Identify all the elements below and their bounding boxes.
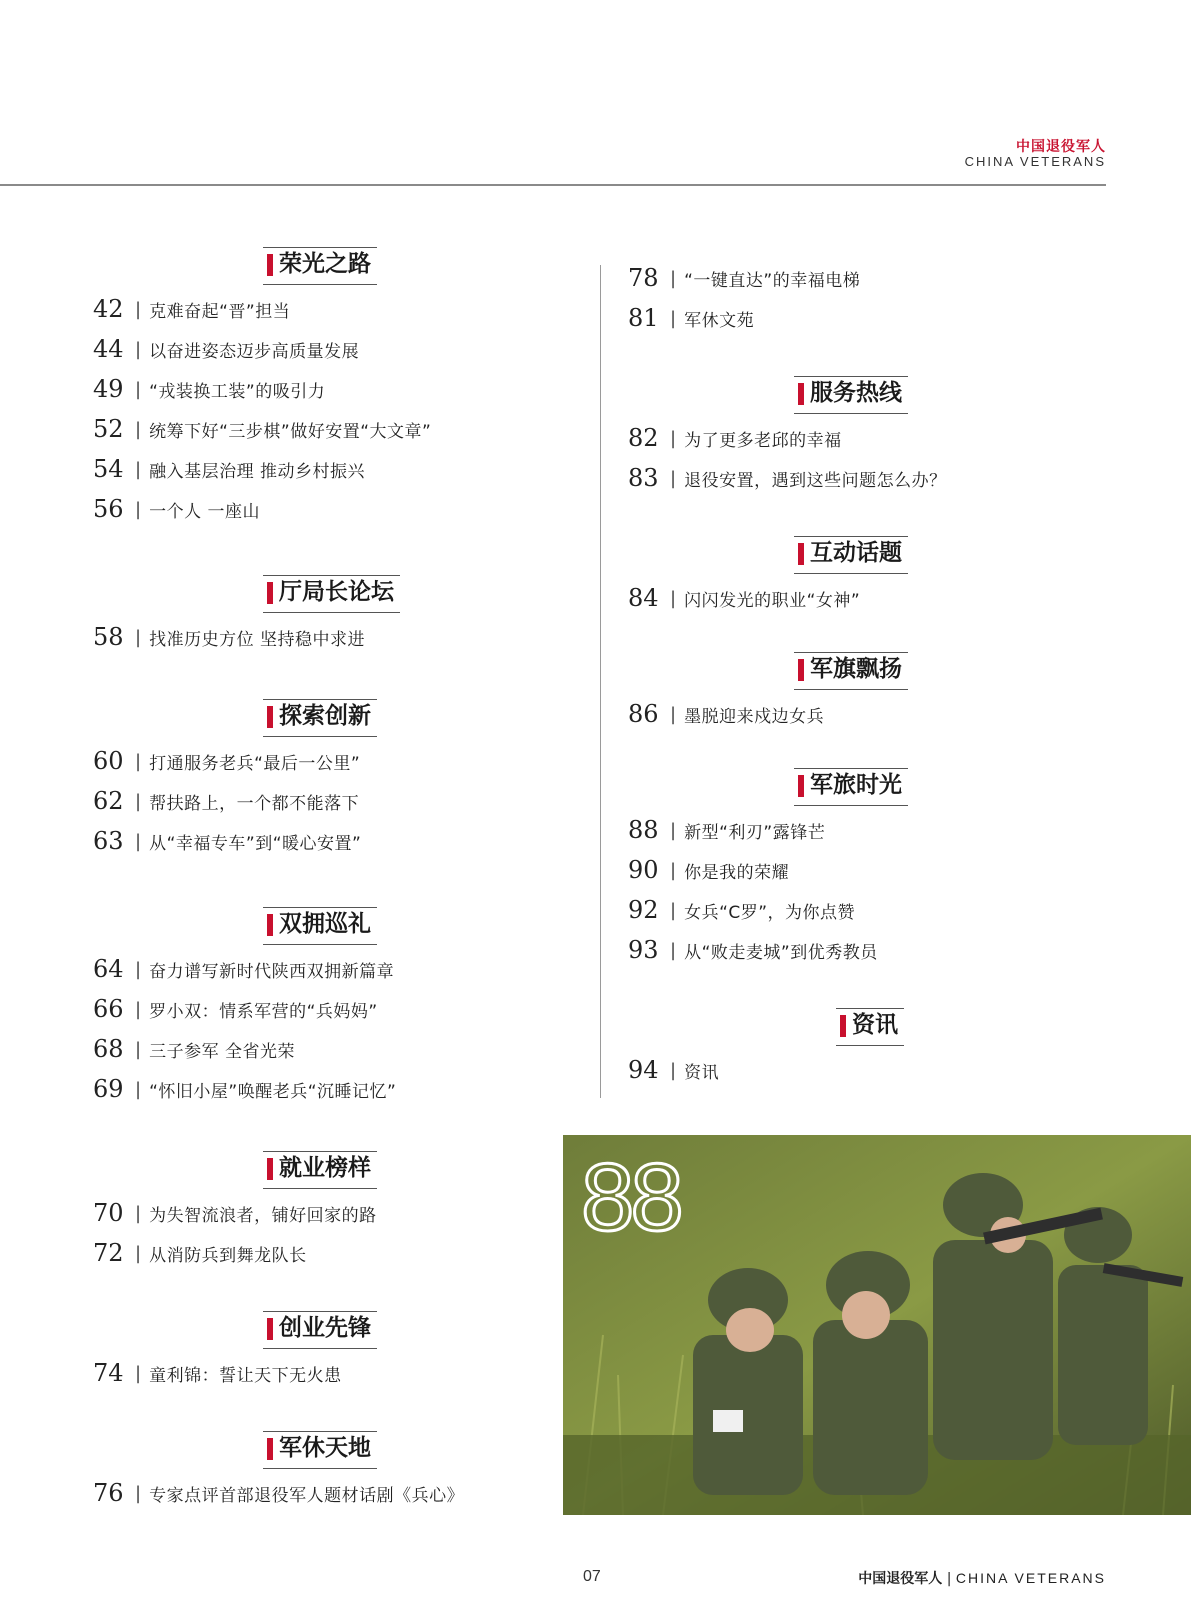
page-number: 84 <box>628 584 659 612</box>
footer-brand-cn: 中国退役军人 <box>858 1571 943 1587</box>
page-number: 70 <box>93 1199 124 1227</box>
page-number: 44 <box>93 335 124 363</box>
toc-entry[interactable] <box>628 1050 1068 1090</box>
toc-entry[interactable] <box>93 989 533 1029</box>
separator: | <box>135 1038 142 1060</box>
toc-left-column <box>93 245 533 1513</box>
toc-section <box>93 1149 533 1273</box>
page-number: 86 <box>628 700 659 728</box>
page-number: 49 <box>93 375 124 403</box>
article-title: 克难奋起“晋”担当 <box>149 301 291 322</box>
toc-section <box>93 1429 533 1513</box>
separator: | <box>135 298 142 320</box>
separator: | <box>135 790 142 812</box>
page-number: 74 <box>93 1359 124 1387</box>
article-title: 资讯 <box>684 1062 720 1083</box>
separator: | <box>135 1202 142 1224</box>
toc-entry[interactable] <box>93 489 533 529</box>
section-title: 服务热线 <box>794 376 908 414</box>
toc-entry[interactable] <box>93 409 533 449</box>
toc-entry[interactable] <box>93 1473 533 1513</box>
toc-entry[interactable] <box>93 289 533 329</box>
page-number: 62 <box>93 787 124 815</box>
separator: | <box>670 703 677 725</box>
page-number: 78 <box>628 264 659 292</box>
magazine-title-cn: 中国退役军人 <box>1016 139 1106 155</box>
photo-page-label: 88 <box>581 1144 680 1251</box>
section-title: 就业榜样 <box>263 1151 377 1189</box>
article-title: 退役安置，遇到这些问题怎么办？ <box>684 470 947 491</box>
article-title: 以奋进姿态迈步高质量发展 <box>149 341 360 362</box>
footer-brand <box>858 1568 1106 1588</box>
article-title: 三子参军 全省光荣 <box>149 1041 295 1062</box>
feature-photo[interactable] <box>563 1135 1191 1515</box>
toc-entry[interactable] <box>93 1193 533 1233</box>
page-number: 54 <box>93 455 124 483</box>
toc-entry[interactable] <box>628 850 1068 890</box>
section-title: 探索创新 <box>263 699 377 737</box>
page-number: 68 <box>93 1035 124 1063</box>
page-number: 90 <box>628 856 659 884</box>
page-number: 63 <box>93 827 124 855</box>
column-divider <box>600 265 601 1098</box>
article-title: 融入基层治理 推动乡村振兴 <box>149 461 365 482</box>
article-title: 你是我的荣耀 <box>684 862 790 883</box>
separator: | <box>670 899 677 921</box>
toc-entry[interactable] <box>628 890 1068 930</box>
page-number: 60 <box>93 747 124 775</box>
article-title: 打通服务老兵“最后一公里” <box>149 753 361 774</box>
separator: | <box>135 1482 142 1504</box>
article-title: 童利锦：誓让天下无火患 <box>149 1365 342 1386</box>
toc-entry[interactable] <box>628 930 1068 970</box>
toc-section <box>93 1309 533 1393</box>
toc-section <box>628 1006 1068 1090</box>
separator: | <box>670 859 677 881</box>
toc-entry[interactable] <box>93 1069 533 1109</box>
section-title: 厅局长论坛 <box>263 575 400 613</box>
article-title: “戎装换工装”的吸引力 <box>149 381 326 402</box>
toc-entry[interactable] <box>93 1233 533 1273</box>
page-number: 58 <box>93 623 124 651</box>
separator: | <box>670 819 677 841</box>
separator: | <box>135 1242 142 1264</box>
page-number-footer: 07 <box>583 1568 601 1585</box>
toc-entry[interactable] <box>628 578 1068 618</box>
page-number: 64 <box>93 955 124 983</box>
toc-section <box>628 534 1068 618</box>
header-divider <box>0 184 1106 186</box>
separator: | <box>135 338 142 360</box>
toc-entry[interactable] <box>93 1029 533 1069</box>
article-title: 闪闪发光的职业“女神” <box>684 590 861 611</box>
toc-entry[interactable] <box>93 949 533 989</box>
separator: | <box>135 750 142 772</box>
page-number: 82 <box>628 424 659 452</box>
magazine-title-en: CHINA VETERANS <box>964 154 1106 169</box>
toc-entry[interactable] <box>93 617 533 657</box>
page-number: 94 <box>628 1056 659 1084</box>
toc-entry[interactable] <box>93 369 533 409</box>
separator: | <box>135 1362 142 1384</box>
section-title: 资讯 <box>836 1008 904 1046</box>
article-title: 罗小双：情系军营的“兵妈妈” <box>149 1001 378 1022</box>
toc-entry[interactable] <box>628 694 1068 734</box>
toc-right-column <box>628 258 1068 1090</box>
footer-brand-en: CHINA VETERANS <box>955 1570 1106 1586</box>
section-title: 双拥巡礼 <box>263 907 377 945</box>
toc-entry[interactable] <box>93 781 533 821</box>
toc-entry[interactable] <box>628 418 1068 458</box>
toc-section <box>93 245 533 529</box>
separator: | <box>135 418 142 440</box>
toc-section <box>93 905 533 1109</box>
toc-entry[interactable] <box>93 741 533 781</box>
page-number: 69 <box>93 1075 124 1103</box>
toc-entry[interactable] <box>628 810 1068 850</box>
article-title: “怀旧小屋”唤醒老兵“沉睡记忆” <box>149 1081 397 1102</box>
article-title: 统筹下好“三步棋”做好安置“大文章” <box>149 421 432 442</box>
separator: | <box>135 998 142 1020</box>
article-title: 墨脱迎来戍边女兵 <box>684 706 825 727</box>
separator: | <box>670 267 677 289</box>
toc-entry[interactable] <box>93 821 533 861</box>
toc-section <box>628 374 1068 498</box>
separator: | <box>135 498 142 520</box>
toc-entry[interactable] <box>93 449 533 489</box>
toc-entry[interactable] <box>93 1353 533 1393</box>
separator: | <box>670 307 677 329</box>
toc-entry[interactable] <box>628 258 1068 298</box>
page-number: 66 <box>93 995 124 1023</box>
page-number: 83 <box>628 464 659 492</box>
section-title: 互动话题 <box>794 536 908 574</box>
page-number: 56 <box>93 495 124 523</box>
separator: | <box>135 458 142 480</box>
article-title: 专家点评首部退役军人题材话剧《兵心》 <box>149 1485 465 1506</box>
article-title: 奋力谱写新时代陕西双拥新篇章 <box>149 961 395 982</box>
separator: | <box>670 939 677 961</box>
section-title: 军旗飘扬 <box>794 652 908 690</box>
page-number: 42 <box>93 295 124 323</box>
section-title: 军旅时光 <box>794 768 908 806</box>
separator: | <box>670 427 677 449</box>
page-number: 88 <box>628 816 659 844</box>
toc-section <box>628 766 1068 970</box>
separator: | <box>670 467 677 489</box>
toc-section <box>93 697 533 861</box>
article-title: 新型“利刃”露锋芒 <box>684 822 826 843</box>
article-title: 找准历史方位 坚持稳中求进 <box>149 629 365 650</box>
toc-entry[interactable] <box>93 329 533 369</box>
article-title: 从消防兵到舞龙队长 <box>149 1245 307 1266</box>
separator: | <box>670 587 677 609</box>
page-number: 81 <box>628 304 659 332</box>
page-number: 76 <box>93 1479 124 1507</box>
article-title: “一键直达”的幸福电梯 <box>684 270 861 291</box>
toc-entry[interactable] <box>628 298 1068 338</box>
separator: | <box>135 958 142 980</box>
article-title: 为失智流浪者，铺好回家的路 <box>149 1205 377 1226</box>
toc-section <box>93 573 533 657</box>
page-number: 72 <box>93 1239 124 1267</box>
separator: | <box>670 1059 677 1081</box>
separator: | <box>135 830 142 852</box>
page-number: 52 <box>93 415 124 443</box>
section-title: 荣光之路 <box>263 247 377 285</box>
article-title: 军休文苑 <box>684 310 755 331</box>
separator: | <box>135 378 142 400</box>
section-title: 创业先锋 <box>263 1311 377 1349</box>
footer-brand-separator: | <box>946 1571 952 1587</box>
article-title: 女兵“C罗”，为你点赞 <box>684 902 856 923</box>
separator: | <box>135 1078 142 1100</box>
section-title: 军休天地 <box>263 1431 377 1469</box>
article-title: 帮扶路上，一个都不能落下 <box>149 793 360 814</box>
article-title: 为了更多老邱的幸福 <box>684 430 842 451</box>
article-title: 一个人 一座山 <box>149 501 260 522</box>
page-number: 92 <box>628 896 659 924</box>
toc-entry[interactable] <box>628 458 1068 498</box>
article-title: 从“幸福专车”到“暖心安置” <box>149 833 362 854</box>
toc-section <box>628 650 1068 734</box>
page-number: 93 <box>628 936 659 964</box>
article-title: 从“败走麦城”到优秀教员 <box>684 942 878 963</box>
separator: | <box>135 626 142 648</box>
